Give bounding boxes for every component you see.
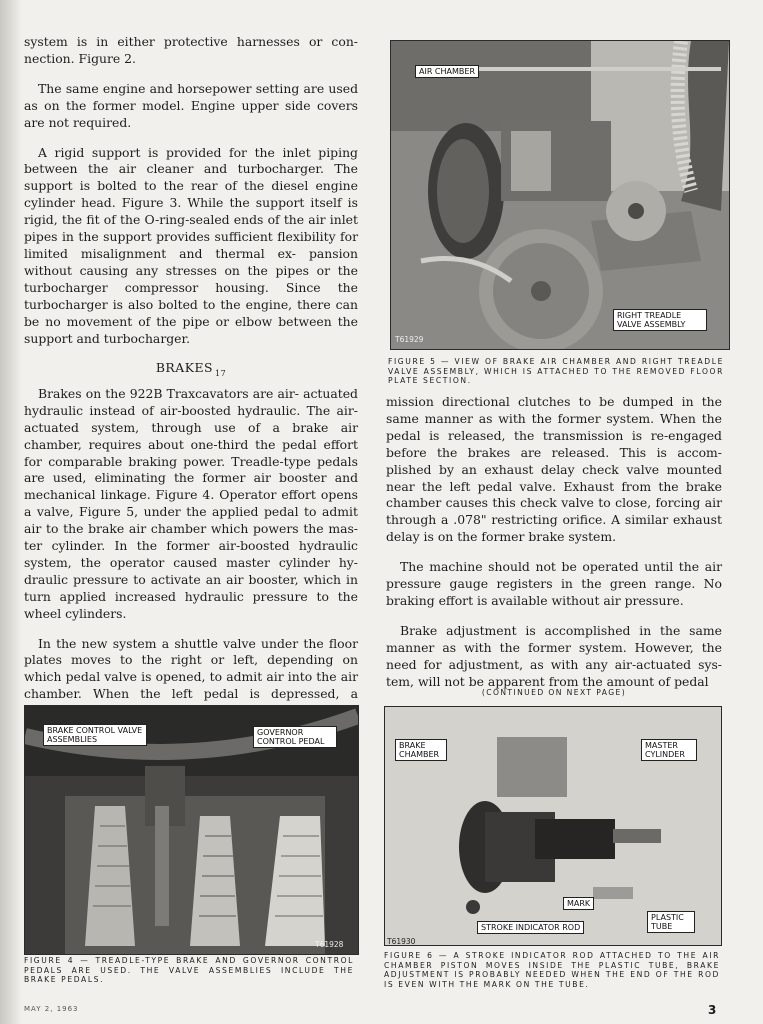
master-cylinder-label: MASTER CYLINDER (641, 739, 697, 761)
left-column (24, 34, 358, 733)
paragraph: The same engine and horsepower setting are used as on the former model. Engine upper side covers are not required. (24, 80, 358, 130)
right-treadle-label: RIGHT TREADLE VALVE ASSEMBLY (613, 309, 707, 331)
negative-number: T61929 (395, 335, 424, 344)
paragraph: A rigid support is provided for the inlet piping between the air cleaner and turbocharger. The support is bolted to the rear of the diesel engine cylinder head. Figure 3. While the support itself is rigid, the fit of the O-ring-sealed ends of the air inlet pipes in the support provides sufficient flexibility for limited misalignment and thermal ex- pansion without causing any stresses on the pipes or the turbocharger compressor housing. Since the turbocharger is also bolted to the engine, there can be no movement of the pipe or elbow between the support and turbocharger. (24, 144, 358, 346)
figure4-photo (24, 705, 359, 955)
negative-number: T61930 (387, 937, 416, 946)
stroke-rod-label: STROKE INDICATOR ROD (477, 921, 584, 934)
figure6-caption: FIGURE 6 — A STROKE INDICATOR ROD ATTACHED TO THE AIR CHAMBER PISTON MOVES INSIDE THE PLASTIC TUBE, BRAKE ADJUSTMENT IS PROBABLY NEEDED WHEN THE END OF THE ROD IS EVEN WITH THE MARK ON THE TUBE. (384, 951, 720, 989)
brake-control-label: BRAKE CONTROL VALVE ASSEMBLIES (43, 724, 147, 746)
air-chamber-label: AIR CHAMBER (415, 65, 479, 78)
figure6-photo (384, 706, 722, 946)
mark-label: MARK (563, 897, 594, 910)
figure5-photo (390, 40, 730, 350)
paragraph: mission directional clutches to be dumped in the same manner as with the former system. When the pedal is released, the transmission is re-engaged before the brakes are released. This is accom- plished by an exhaust delay check valve mounted near the left pedal valve. Exhaust from the brake chamber causes this check valve to close, forcing air through a .078" restricting orifice. A similar exhaust delay is on the former brake system. (386, 394, 722, 545)
brake-air-chamber-photo (391, 41, 729, 349)
paragraph: In the new system a shuttle valve under the floor plates moves to the right or left, depending on which pedal valve is opened, to admit air into the air chamber. When the left pedal is depressed, a (24, 635, 358, 702)
continued-note: (CONTINUED ON NEXT PAGE) (481, 688, 627, 697)
paragraph: Brakes on the 922B Traxcavators are air- actuated hydraulic instead of air-boosted hydraulic. The air-actuated system, through use of a brake air chamber, requires about one-third the pedal effort for comparable braking power. Treadle-type pedals are used, eliminating the former air booster and mechanical linkage. Figure 4. Operator effort opens a valve, Figure 5, under the applied pedal to admit air to the brake air chamber which powers the mas- ter cylinder. In the former air-boosted hydraulic system, the operator caused master cylinder hy- draulic pressure to activate an air booster, which in turn applied increased hydraulic pressure to the wheel cylinders. (24, 385, 358, 621)
page-number: 3 (708, 1003, 717, 1017)
paragraph: Brake adjustment is accomplished in the same manner as with the former system. However, the need for adjustment, as with any air-actuated sys- tem, will not be apparent from the amount of pedal (386, 622, 722, 689)
paragraph: system is in either protective harnesses or con- nection. Figure 2. (24, 34, 358, 66)
heading-mark: 17 (215, 368, 227, 378)
figure4-caption: FIGURE 4 — TREADLE-TYPE BRAKE AND GOVERNOR CONTROL PEDALS ARE USED. THE VALVE ASSEMBLIES INCLUDE THE BRAKE PEDALS. (24, 956, 354, 985)
right-column (386, 394, 722, 704)
plastic-tube-label: PLASTIC TUBE (647, 911, 695, 933)
section-heading (24, 360, 358, 377)
governor-label: GOVERNOR CONTROL PEDAL (253, 726, 337, 748)
heading-text: BRAKES (155, 360, 213, 376)
negative-number: T61928 (315, 940, 344, 949)
footer-date: MAY 2, 1963 (24, 1005, 79, 1013)
figure5-caption: FIGURE 5 — VIEW OF BRAKE AIR CHAMBER AND RIGHT TREADLE VALVE ASSEMBLY, WHICH IS ATTACHED TO THE REMOVED FLOOR PLATE SECTION. (388, 357, 724, 386)
brake-chamber-label: BRAKE CHAMBER (395, 739, 447, 761)
paragraph: The machine should not be operated until the air pressure gauge registers in the green range. No braking effort is available without air pressure. (386, 559, 722, 608)
binding-shadow (0, 0, 22, 1024)
